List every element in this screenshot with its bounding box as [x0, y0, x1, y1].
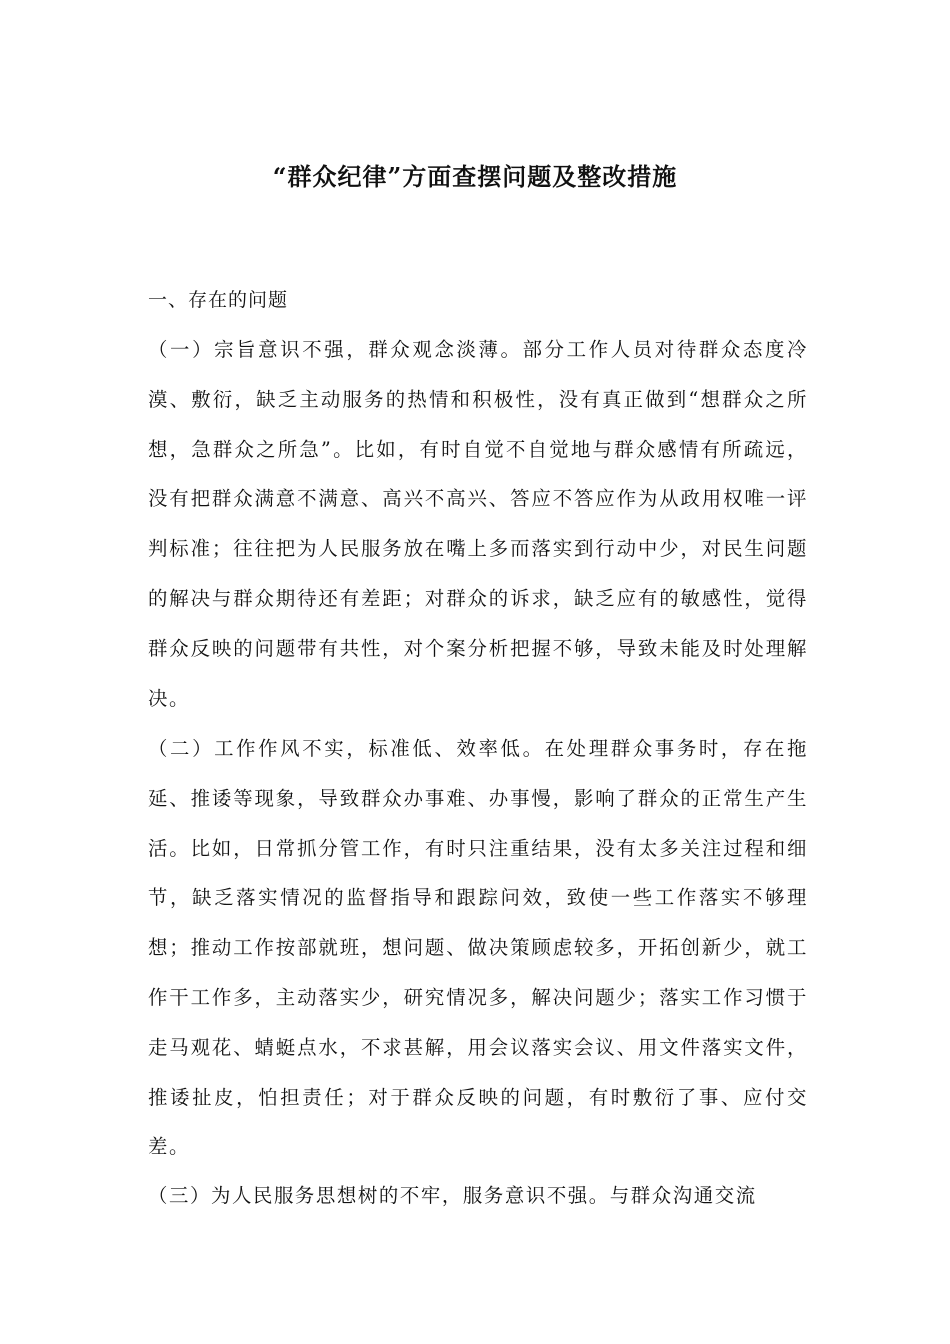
paragraph-1: （一）宗旨意识不强，群众观念淡薄。部分工作人员对待群众态度冷漠、敷衍，缺乏主动服务的热情和积极性，没有真正做到“想群众之所想，急群众之所急”。比如，有时自觉不自觉地与群众感情有所疏远，没有把群众满意不满意、高兴不高兴、答应不答应作为从政用权唯一评判标准；往往把为人民服务放在嘴上多而落实到行动中少，对民生问题的解决与群众期待还有差距；对群众的诉求，缺乏应有的敏感性，觉得群众反映的问题带有共性，对个案分析把握不够，导致未能及时处理解决。	[148, 338, 808, 710]
document-title: “群众纪律”方面查摆问题及整改措施	[272, 162, 678, 191]
paragraph-3: （三）为人民服务思想树的不牢，服务意识不强。与群众沟通交流	[148, 1184, 757, 1207]
section-heading: 一、存在的问题	[148, 289, 289, 311]
paragraph-2: （二）工作作风不实，标准低、效率低。在处理群众事务时，存在拖延、推诿等现象，导致群众办事难、办事慢，影响了群众的正常生产生活。比如，日常抓分管工作，有时只注重结果，没有太多关注过程和细节，缺乏落实情况的监督指导和跟踪问效，致使一些工作落实不够理想；推动工作按部就班，想问题、做决策顾虑较多，开拓创新少，就工作干工作多，主动落实少，研究情况多，解决问题少；落实工作习惯于走马观花、蜻蜓点水，不求甚解，用会议落实会议、用文件落实文件，推诿扯皮，怕担责任；对于群众反映的问题，有时敷衍了事、应付交差。	[148, 737, 808, 1159]
